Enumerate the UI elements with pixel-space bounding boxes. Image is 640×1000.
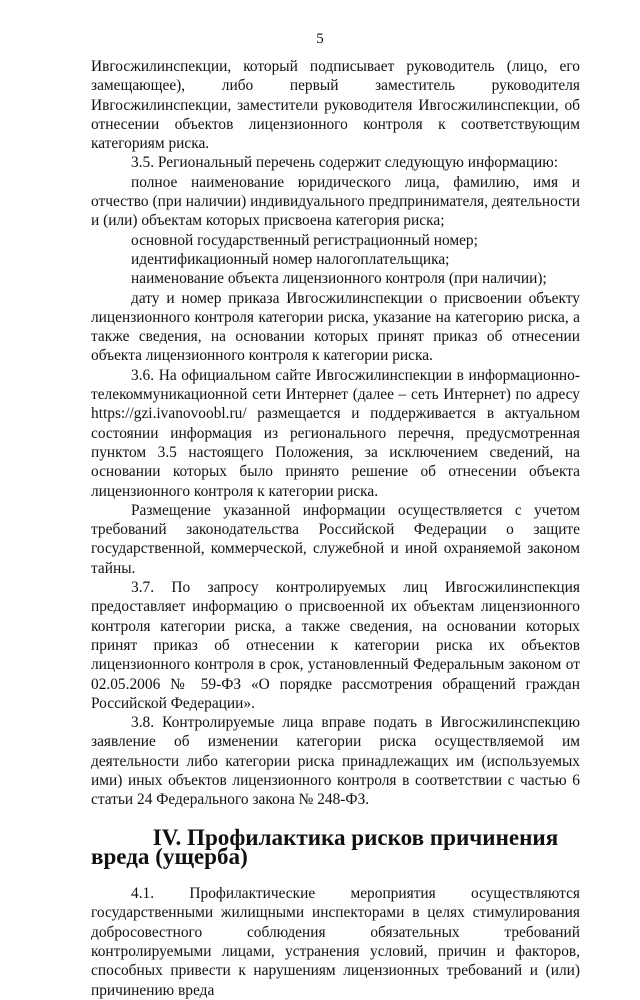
paragraph-3-6: 3.6. На официальном сайте Ивгосжилинспекции в информационно-телекоммуникационной сети Интернет (далее – сеть Интернет) по адресу https://gzi.ivanovoobl.ru/ размещается и поддерживается в актуальном состоянии информация из регионального перечня, предусмотренная пунктом 3.5 настоящего Положения, за исключением сведений, на основании которых было принято решение об отнесении объекта лицензионного контроля к категории риска. [91,366,580,500]
list-item-full-name: полное наименование юридического лица, фамилию, имя и отчество (при наличии) индивидуального предпринимателя, деятельности и (или) объектам которых присвоена категория риска; [91,173,580,230]
paragraph-4-1: 4.1. Профилактические мероприятия осуществляются государственными жилищными инспекторами в целях стимулирования добросовестного соблюдения обязательных требований контролируемыми лицами, устранения условий, причин и факторов, способных привести к нарушениям лицензионных требований и (или) причинению вреда [91,885,580,999]
list-item-inn: идентификационный номер налогоплательщика; [131,250,450,268]
list-item-ogrn: основной государственный регистрационный номер; [131,231,478,249]
paragraph-continuation: Ивгосжилинспекции, который подписывает руководитель (лицо, его замещающее), либо первый заместитель руководителя Ивгосжилинспекции, заместители руководителя Ивгосжилинспекции, об отнесении объектов лицензионного контроля к соответствующим категориям риска. [91,58,580,153]
paragraph-3-5: 3.5. Региональный перечень содержит следующую информацию: [131,154,559,172]
section-heading: IV. Профилактика рисков причинения вреда (ущерба) [91,823,559,869]
document-body [91,57,580,1000]
paragraph-3-8: 3.8. Контролируемые лица вправе подать в Ивгосжилинспекцию заявление об изменении категории риска осуществляемой им деятельности либо категории риска принадлежащих им (используемых ими) иных объектов лицензионного контроля в соответствии с частью 6 статьи 24 Федерального закона № 248-ФЗ. [91,714,580,809]
paragraph-3-7: 3.7. По запросу контролируемых лиц Ивгосжилинспекция предоставляет информацию о присвоенной их объектам лицензионного контроля категории риска, а также сведения, на основании которых принят приказ об отнесении к категории риска их объектов лицензионного контроля в срок, установленный Федеральным законом от 02.05.2006 № 59-ФЗ «О порядке рассмотрения обращений граждан Российской Федерации». [91,579,580,712]
list-item-order: дату и номер приказа Ивгосжилинспекции о присвоении объекту лицензионного контроля категории риска, указание на категорию риска, а также сведения, на основании которых принят приказ об отнесении объекта лицензионного контроля к категории риска. [91,289,580,365]
paragraph-disclosure: Размещение указанной информации осуществляется с учетом требований законодательства Российской Федерации о защите государственной, коммерческой, служебной и иной охраняемой законом тайны. [91,501,580,577]
list-item-object-name: наименование объекта лицензионного контроля (при наличии); [131,270,547,288]
page-number: 5 [316,31,324,47]
